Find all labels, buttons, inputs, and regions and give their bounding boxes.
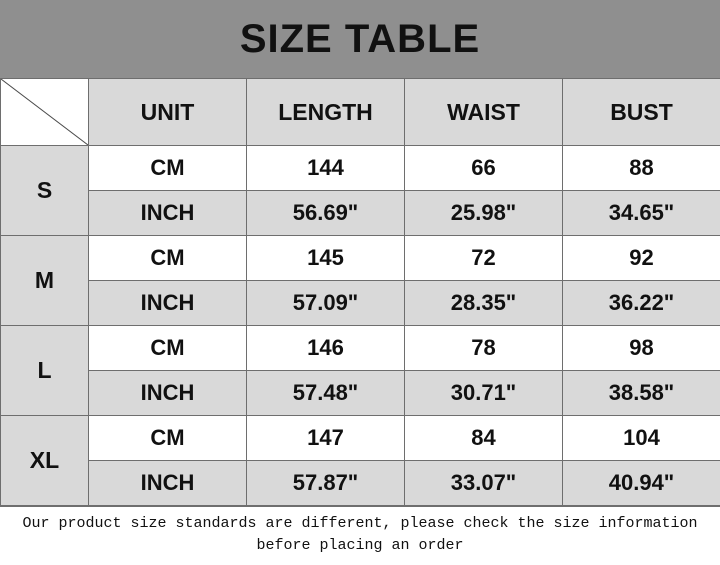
bust-cm: 92 [563, 236, 720, 281]
waist-inch: 28.35" [405, 281, 563, 326]
unit-inch: INCH [89, 461, 247, 506]
diagonal-divider-icon [1, 79, 88, 145]
waist-cm: 72 [405, 236, 563, 281]
table-header-row [1, 79, 720, 146]
length-cm: 145 [247, 236, 405, 281]
table-row [1, 146, 720, 191]
size-note [0, 506, 720, 565]
column-header-unit: UNIT [89, 79, 247, 146]
unit-cm: CM [89, 416, 247, 461]
table-row [1, 281, 720, 326]
bust-inch: 34.65" [563, 191, 720, 236]
waist-cm: 66 [405, 146, 563, 191]
unit-cm: CM [89, 236, 247, 281]
size-note-line-1: Our product size standards are different, please check the size information [10, 513, 710, 535]
length-inch: 57.09" [247, 281, 405, 326]
table-row [1, 416, 720, 461]
unit-inch: INCH [89, 191, 247, 236]
size-note-line-2: before placing an order [10, 535, 710, 557]
bust-cm: 98 [563, 326, 720, 371]
unit-cm: CM [89, 146, 247, 191]
page-title: SIZE TABLE [240, 17, 480, 62]
waist-cm: 84 [405, 416, 563, 461]
bust-cm: 104 [563, 416, 720, 461]
size-label-m: M [1, 236, 89, 326]
size-table [0, 78, 720, 506]
table-row [1, 236, 720, 281]
waist-inch: 33.07" [405, 461, 563, 506]
waist-cm: 78 [405, 326, 563, 371]
column-header-waist: WAIST [405, 79, 563, 146]
size-label-l: L [1, 326, 89, 416]
bust-inch: 36.22" [563, 281, 720, 326]
table-row [1, 461, 720, 506]
length-inch: 57.87" [247, 461, 405, 506]
unit-inch: INCH [89, 281, 247, 326]
table-row [1, 191, 720, 236]
title-bar [0, 0, 720, 78]
column-header-bust: BUST [563, 79, 720, 146]
length-inch: 57.48" [247, 371, 405, 416]
bust-inch: 38.58" [563, 371, 720, 416]
unit-cm: CM [89, 326, 247, 371]
table-row [1, 371, 720, 416]
column-header-length: LENGTH [247, 79, 405, 146]
length-cm: 144 [247, 146, 405, 191]
waist-inch: 25.98" [405, 191, 563, 236]
unit-inch: INCH [89, 371, 247, 416]
waist-inch: 30.71" [405, 371, 563, 416]
length-cm: 147 [247, 416, 405, 461]
length-inch: 56.69" [247, 191, 405, 236]
size-label-s: S [1, 146, 89, 236]
bust-inch: 40.94" [563, 461, 720, 506]
size-label-xl: XL [1, 416, 89, 506]
length-cm: 146 [247, 326, 405, 371]
corner-cell [1, 79, 89, 146]
table-row [1, 326, 720, 371]
bust-cm: 88 [563, 146, 720, 191]
